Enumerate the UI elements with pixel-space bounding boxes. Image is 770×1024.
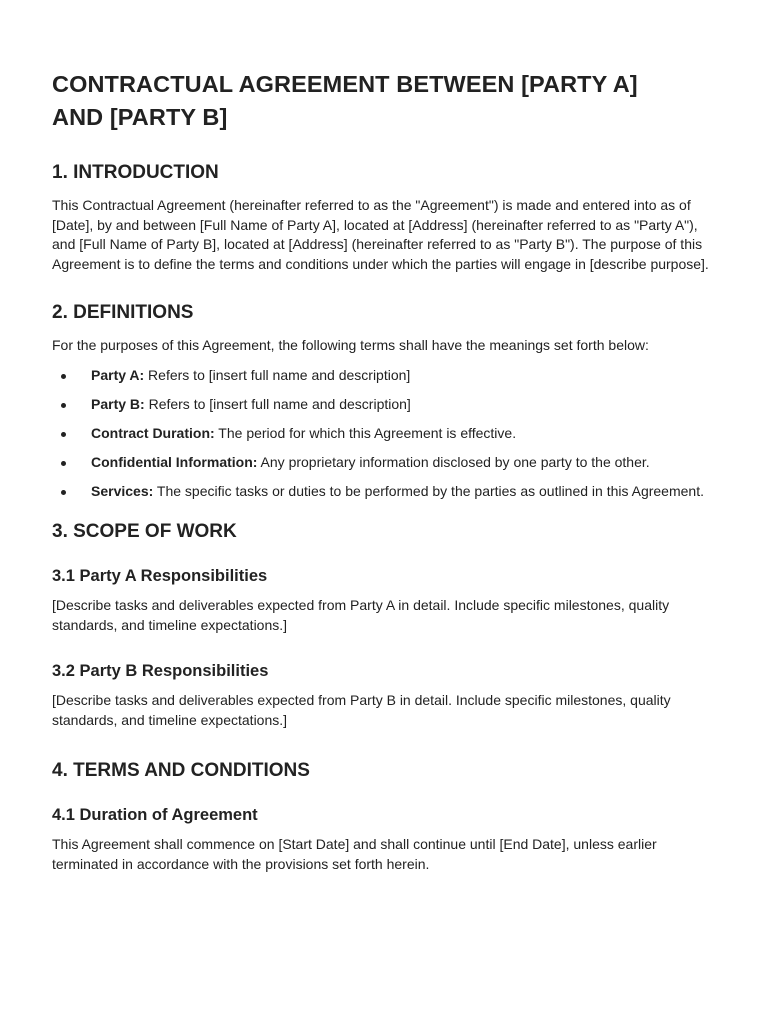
party-a-responsibilities-paragraph: [Describe tasks and deliverables expected from Party A in detail. Include specific milestones, quality standards, and timeline expectations.]: [52, 597, 670, 633]
document-title-line-1: CONTRACTUAL AGREEMENT BETWEEN [PARTY A]: [52, 71, 638, 97]
section-heading-introduction: 1. INTRODUCTION: [52, 162, 219, 183]
section-heading-definitions: 2. DEFINITIONS: [52, 302, 194, 323]
subsection-heading-party-a: 3.1 Party A Responsibilities: [52, 567, 268, 585]
document-title: [52, 68, 718, 134]
definition-item: [52, 482, 718, 502]
bullet-icon: [61, 490, 66, 495]
definition-item: [52, 395, 718, 415]
section-heading-scope-of-work: 3. SCOPE OF WORK: [52, 521, 237, 542]
definition-term: Services:: [91, 482, 154, 499]
bullet-icon: [61, 374, 66, 379]
bullet-icon: [61, 461, 66, 466]
definition-term: Confidential Information:: [91, 453, 258, 470]
subsection-heading-party-b: 3.2 Party B Responsibilities: [52, 662, 269, 680]
duration-paragraph: This Agreement shall commence on [Start Date] and shall continue until [End Date], unless earlier terminated in accordance with the provisions set forth herein.: [52, 836, 657, 872]
definitions-list: [52, 366, 718, 502]
definition-text: Any proprietary information disclosed by one party to the other.: [257, 453, 650, 470]
definitions-intro-paragraph: For the purposes of this Agreement, the following terms shall have the meanings set forth below:: [52, 337, 649, 353]
definition-text: Refers to [insert full name and description]: [144, 366, 411, 383]
party-b-responsibilities-paragraph: [Describe tasks and deliverables expected from Party B in detail. Include specific milestones, quality standards, and timeline expectations.]: [52, 692, 671, 728]
definition-term: Contract Duration:: [91, 424, 215, 441]
introduction-paragraph: This Contractual Agreement (hereinafter referred to as the "Agreement") is made and entered into as of [Date], by and between [Full Name of Party A], located at [Address] (hereinafter referred to as "Party A"), and [Full Name of Party B], located at [Address] (hereinafter referred to as "Party B"). The purpose of this Agreement is to define the terms and conditions under which the parties will engage in [describe purpose].: [52, 197, 709, 272]
definition-text: The specific tasks or duties to be performed by the parties as outlined in this Agreement.: [153, 482, 704, 499]
section-heading-terms-and-conditions: 4. TERMS AND CONDITIONS: [52, 760, 310, 781]
definition-term: Party B:: [91, 395, 145, 412]
document-title-line-2: AND [PARTY B]: [52, 104, 228, 130]
bullet-icon: [61, 403, 66, 408]
definition-text: Refers to [insert full name and description]: [144, 395, 411, 412]
definition-text: The period for which this Agreement is effective.: [214, 424, 517, 441]
definition-term: Party A:: [91, 366, 145, 383]
definition-item: [52, 424, 718, 444]
definition-item: [52, 453, 718, 473]
subsection-heading-duration: 4.1 Duration of Agreement: [52, 806, 258, 824]
bullet-icon: [61, 432, 66, 437]
definition-item: [52, 366, 718, 386]
